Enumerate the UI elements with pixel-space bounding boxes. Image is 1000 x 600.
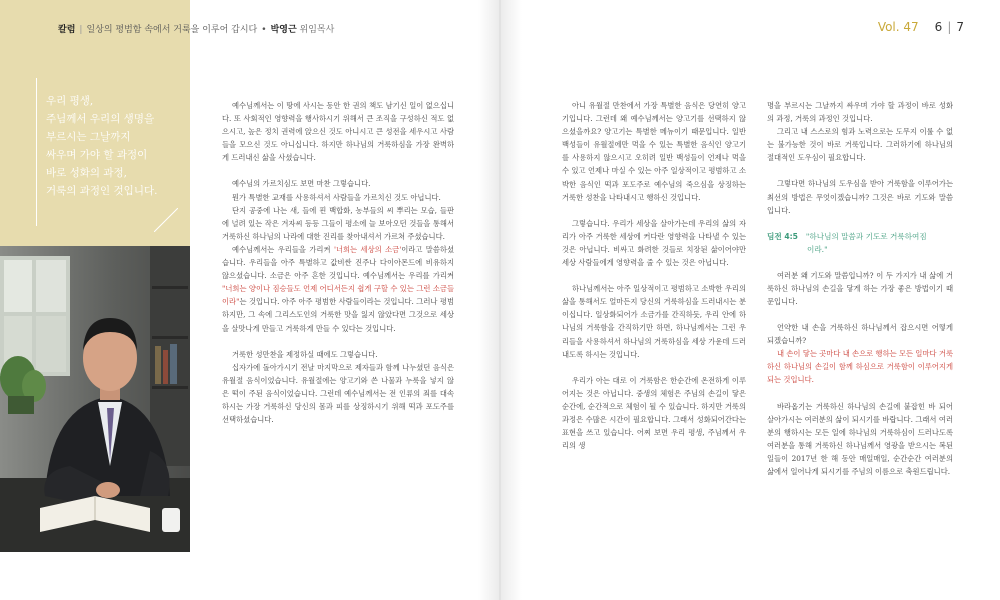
pull-quote-line: 부르시는 그날까지	[46, 131, 131, 143]
text-run: 예수님께서는 우리들을 가리켜	[232, 244, 334, 254]
paragraph: 여러분 왜 기도와 말씀입니까? 이 두 가지가 내 삶에 거룩하신 하나님의 손길을 닿게 하는 가장 좋은 방법이기 때문입니다.	[767, 270, 953, 306]
paragraph: 언약한 내 손을 거룩하신 하나님께서 잡으시면 어떻게 되겠습니까?	[767, 323, 953, 346]
pull-quote	[46, 92, 186, 200]
paragraph	[222, 243, 454, 335]
paragraph: 그리고 내 스스로의 힘과 노력으로는 도무지 이룰 수 없는 불가능한 것이 바로 거룩입니다. 그러하기에 하나님의 절대적인 도우심이 필요합니다.	[767, 127, 953, 163]
paragraph: 바라옵기는 거룩하신 하나님의 손길에 붙잡힌 바 되어 살아가시는 여러분의 삶이 되시기를 바랍니다. 그래서 여러분의 행하시는 모든 일에 하나님의 거룩하심이 드러나도록 여러분을 통해 거룩하신 하나님께서 영광을 받으시는 복된 일들이 2017년 한 해 동안 매일매일, 순간순간 여러분의 삶에서 일어나게 되시기를 주님의 이름으로 축원드립니다.	[767, 401, 953, 476]
pull-quote-line: 거룩의 과정인 것입니다.	[46, 185, 158, 197]
scripture-text-continued: 이라."	[807, 244, 828, 254]
folded-corner-icon	[154, 208, 178, 232]
paragraph: 뭔가 특별한 교재를 사용하셔서 사람들을 가르치신 것도 아닙니다.	[232, 192, 441, 202]
text-column-1	[222, 99, 454, 426]
paragraph: 단지 공중에 나는 새, 들에 핀 백합화, 농부들의 씨 뿌리는 모습, 들판에 널려 있는 작은 겨자씨 등등 그들이 평소에 늘 보아오던 것들을 통해서 거룩하신 하나님의 나라에 대한 진리를 찾아내셔서 가르쳐 주셨습니다.	[222, 205, 454, 241]
series-title: 일상의 평범함 속에서 거룩을 이루어 갑시다	[86, 25, 258, 35]
author-name: 박영근	[270, 25, 297, 35]
pastor-photo	[0, 246, 190, 552]
section-label: 칼럼	[58, 25, 76, 35]
running-head	[58, 22, 334, 35]
pull-quote-line: 싸우며 가야 할 과정이	[46, 149, 148, 161]
paragraph: 예수님의 가르치심도 보면 마찬 그렇습니다.	[232, 179, 371, 189]
paragraph: 예수님께서는 이 땅에 사시는 동안 한 권의 책도 남기신 일이 없으십니다. 또 사회적인 영향력을 행사하시기 위해서 큰 조직을 구성하신 적도 없으시고, 높은 정치 권력에 앉으신 것도 아니시고 큰 성전을 세우시고 사람들을 모으신 것도 아니십니다. 하지만 하나님의 거룩하심을 가장 완벽하게 드러내신 삶을 사셨습니다.	[222, 101, 454, 163]
bullet-icon: •	[261, 25, 267, 35]
scripture-text: "하나님의 말씀과 기도로 거룩하여짐	[805, 231, 927, 241]
paragraph: 그렇다면 하나님의 도우심을 받아 거룩함을 이루어가는 최선의 방법은 무엇이겠습니까? 그것은 바로 기도와 말씀입니다.	[767, 179, 953, 215]
portrait-illustration	[0, 246, 190, 552]
text-run: 이라고 말씀하셨습니다. 우리들을 아주 특별하고 값비싼 진주나 다이아몬드에 비유하지 않으셨습니다. 소금은 아주 흔한 것입니다. 예수님께서는 우리를 가리켜	[222, 244, 454, 281]
binding-gutter	[478, 0, 522, 600]
paragraph: 십자가에 돌아가시기 전날 마지막으로 제자들과 함께 나누셨던 음식은 유월절 음식이었습니다. 유월절에는 양고기와 쓴 나물과 누룩을 넣지 않은 떡이 주된 음식이었습니다. 그런데 예수님께서는 전 인류의 죄를 대속하시는 가장 거룩하신 당신의 몸과 피를 상징하시기 위해 떡과 포도주를 선택하셨습니다.	[222, 362, 454, 425]
highlight-text: "너희는 양이나 짐승들도 언제 어디서든지 쉽게 구할 수 있는 그런 소금들이라"	[222, 284, 454, 307]
quote-panel	[0, 0, 190, 246]
pull-quote-line: 주님께서 우리의 생명을	[46, 113, 155, 125]
paragraph: 그렇습니다. 우리가 세상을 살아가는데 우리의 삶의 자리가 아주 거룩한 세상에 커다란 영향력을 나타낼 수 있는 것은 아닙니다. 비싸고 화려한 것들로 치장된 삶이어야만 세상 사람들에게 영향력을 줄 수 있는 것은 아닙니다.	[562, 218, 746, 268]
pull-quote-line: 우리 평생,	[46, 95, 94, 107]
scripture-reference: 딤전 4:5	[767, 231, 798, 241]
paragraph: 명을 부르시는 그날까지 싸우며 가야 할 과정이 바로 성화의 과정, 거룩의 과정인 것입니다.	[767, 101, 953, 124]
paragraph: 거룩한 성만찬을 제정하실 때에도 그렇습니다.	[232, 349, 378, 359]
folio-divider: |	[947, 20, 952, 34]
paragraph: 우리가 아는 대로 이 거룩함은 한순간에 온전하게 이루어지는 것은 아닙니다. 중생의 체험은 주님의 손길이 닿은 순간에, 순간적으로 체험이 될 수 있습니다. 하지만 거룩의 과정은 수많은 시간이 필요합니다. 그래서 성화되어간다는 표현을 쓰고 있습니다. 어찌 보면 우리 평생, 주님께서 우리의 생	[562, 375, 746, 451]
paragraph: 아니 유월절 만찬에서 가장 특별한 음식은 당연히 양고기입니다. 그런데 왜 예수님께서는 양고기를 선택하지 않으셨을까요? 양고기는 특별한 메뉴이기 때문입니다. 일반 백성들이 유월절에만 먹을 수 있는 특별한 음식인 양고기를 사용하지 않으시고 오히려 일반 백성들이 언제나 먹을 수 있고 언제나 마실 수 있는 아주 일상적이고 평범하고 소박한 음식인 떡과 포도주로 예수님의 죽으심을 상징하는 거룩한 성찬을 나타내시고 행하신 것입니다.	[562, 101, 746, 202]
text-column-2	[562, 99, 746, 452]
highlight-text: '너희는 세상의 소금'	[333, 244, 402, 254]
page-number-right: 7	[956, 20, 964, 34]
folio	[878, 20, 964, 34]
header-divider: |	[79, 25, 83, 35]
page-number-left: 6	[934, 20, 943, 34]
text-run: 는 것입니다. 아주 아주 평범한 사람들이라는 것입니다. 그러나 평범하지만, 그 속에 그리스도인의 거룩한 맛을 잃지 않았다면 그것으로 세상을 살맛나게 만들고 거룩하게 만들 수 있다는 것입니다.	[222, 297, 454, 333]
scripture-callout	[767, 230, 953, 256]
paragraph: 하나님께서는 아주 일상적이고 평범하고 소박한 우리의 삶을 통해서도 얼마든지 당신의 거룩하심을 드러내시는 분이십니다. 일상화되어가 소금가를 간직하듯, 우리 안에 하나님의 거룩함을 간직하기만 하면, 하나님께서는 그런 우리들을 사용하셔서 하나님의 거룩하심을 세상 가운데 드러내도록 하시는 것입니다.	[562, 284, 746, 359]
author-role: 위임목사	[299, 25, 335, 35]
pull-quote-line: 바로 성화의 과정,	[46, 167, 128, 179]
text-column-3	[767, 99, 953, 478]
highlight-paragraph: 내 손이 닿는 곳마다 내 손으로 행하는 모든 일마다 거룩하신 하나님의 손길이 함께 하심으로 거룩함이 이루어지게 되는 것입니다.	[767, 349, 953, 385]
volume-number: Vol. 47	[877, 20, 919, 34]
